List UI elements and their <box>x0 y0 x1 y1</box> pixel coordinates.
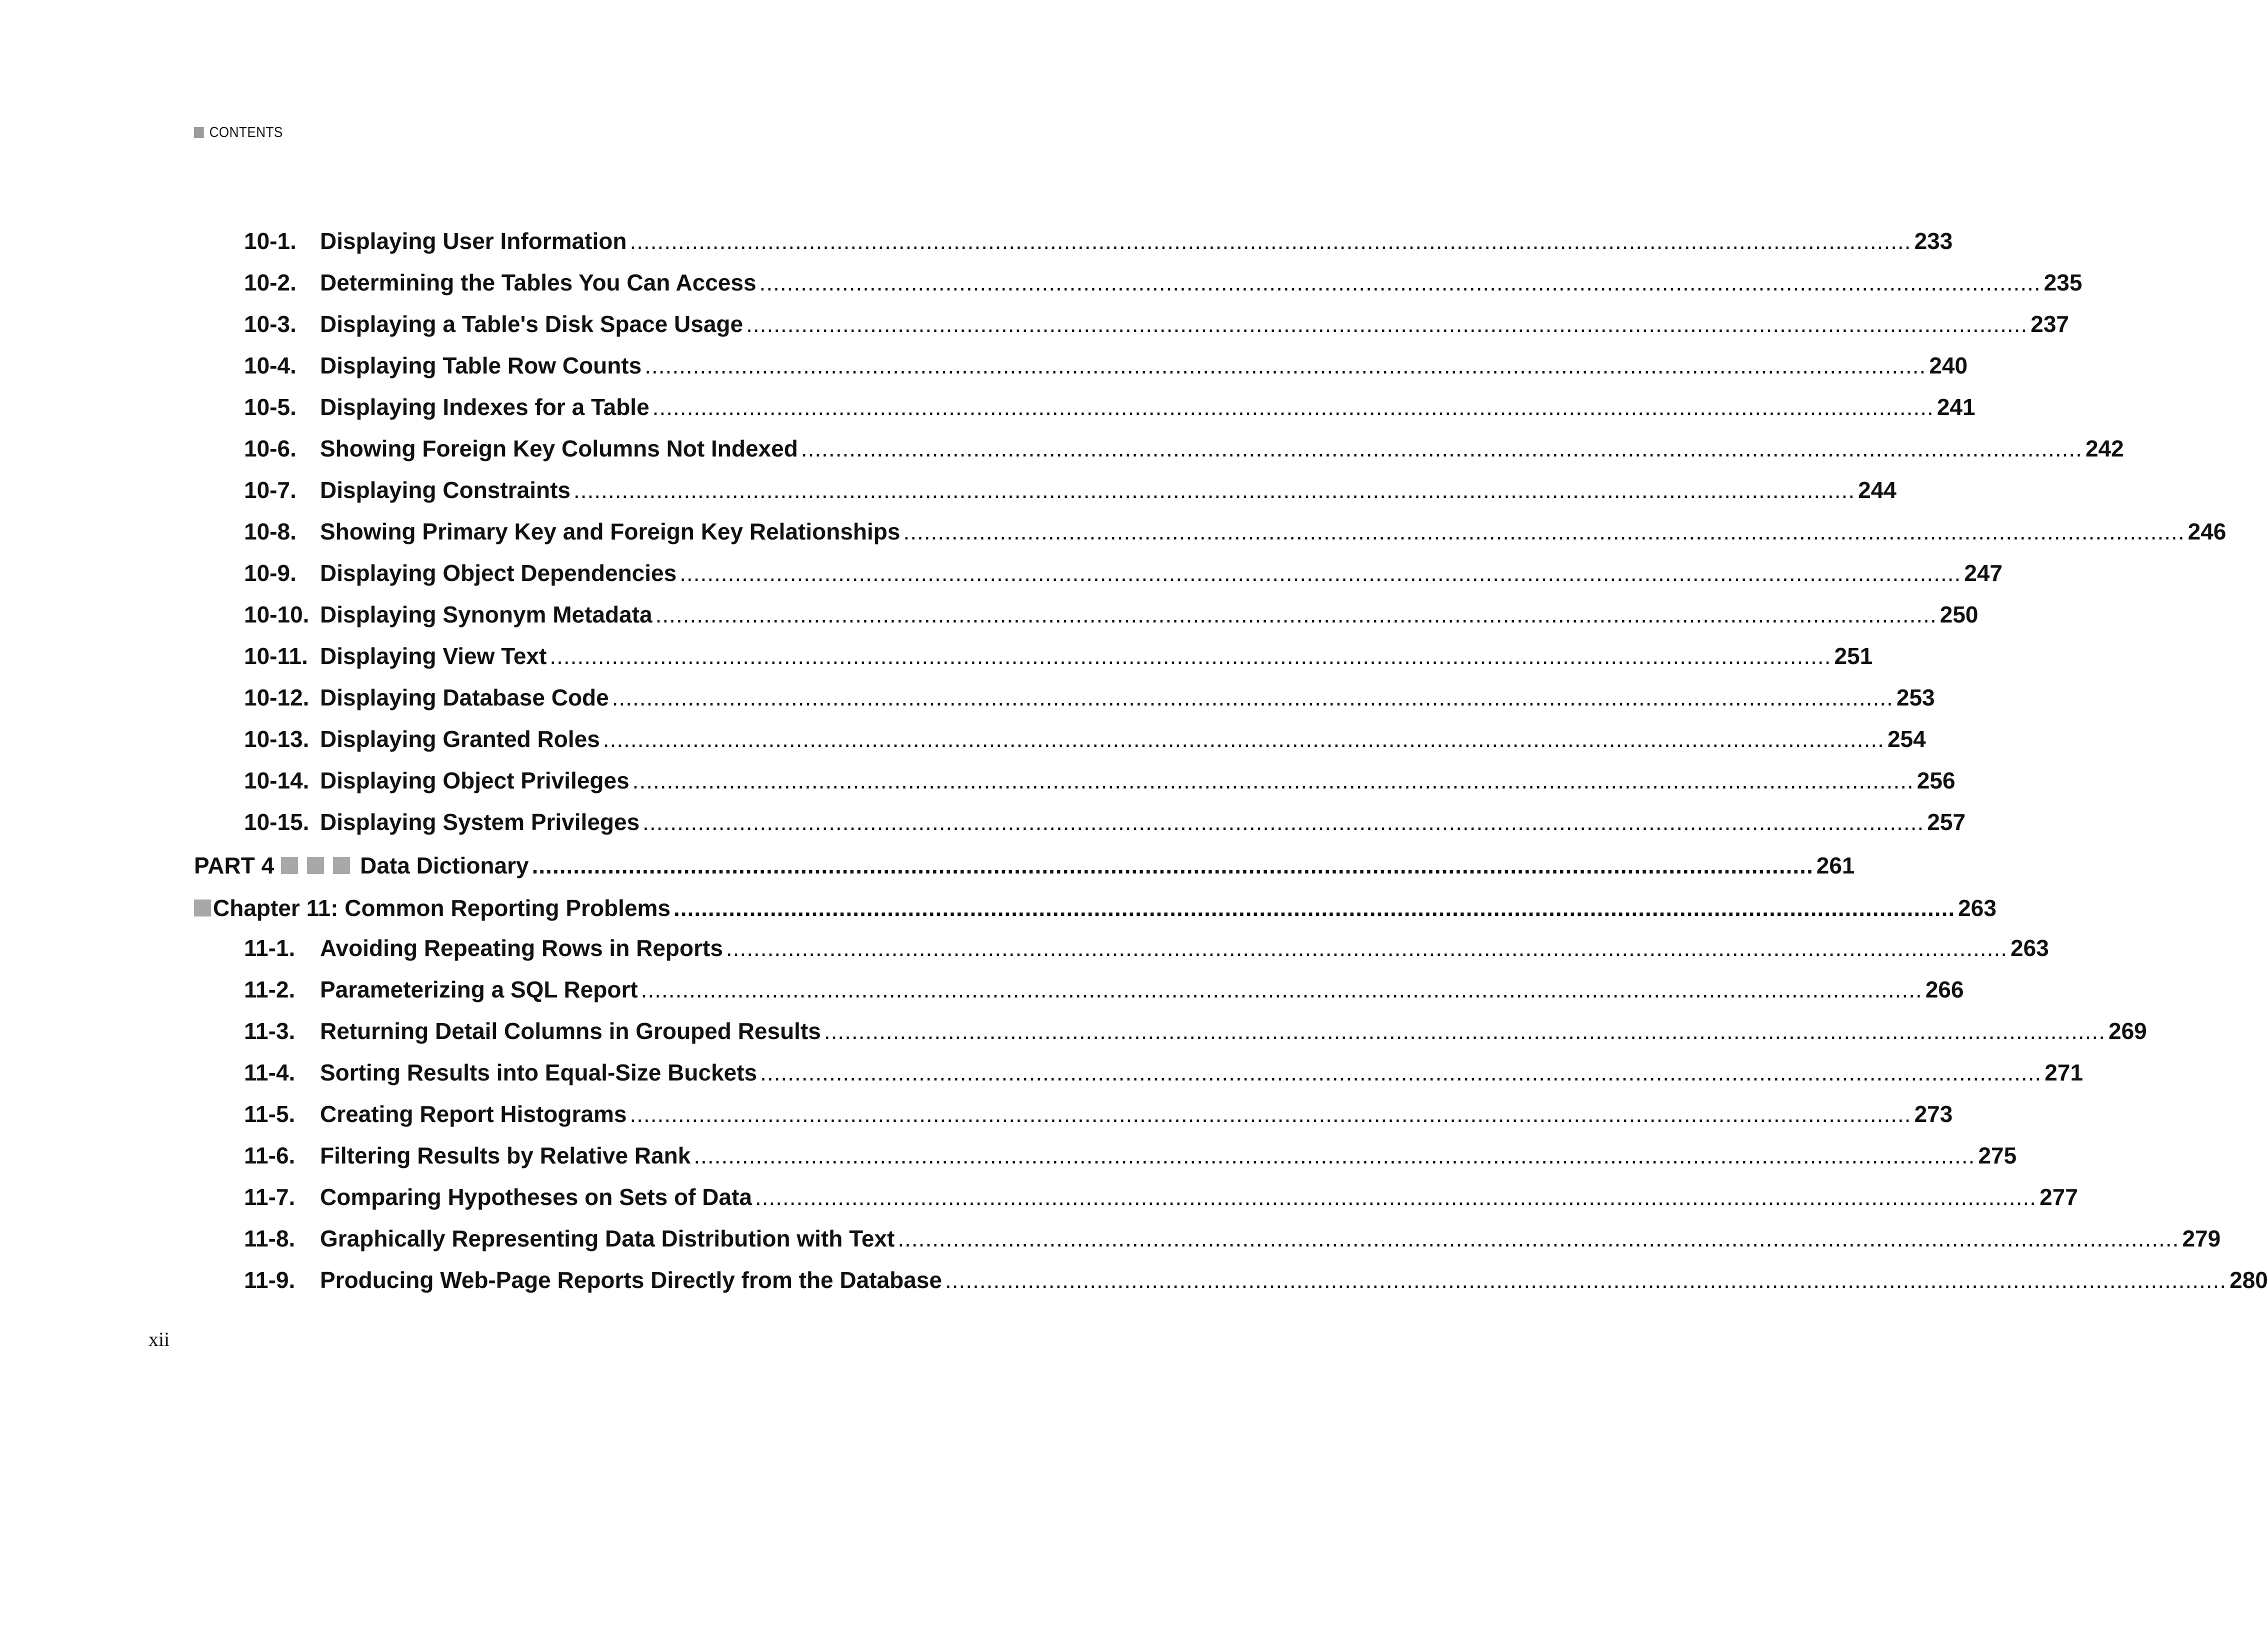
leader-dots: .......................................................................................................................................................................................... <box>754 1184 2037 1210</box>
entry-number: 10-8. <box>244 518 296 544</box>
entry-number: 10-15. <box>244 809 310 835</box>
leader-dots: .......................................................................................................................................................................................... <box>824 1018 2106 1044</box>
entry-number: 11-6. <box>244 1142 296 1168</box>
entry-number: 10-5. <box>244 394 296 420</box>
header-label: CONTENTS <box>209 124 283 140</box>
toc-entry[interactable] <box>244 807 1966 837</box>
part-square-icons <box>281 857 350 874</box>
chapter-page: 263 <box>1958 895 1996 921</box>
entry-number: 10-14. <box>244 768 310 794</box>
part-label: PART 4 <box>194 852 274 878</box>
toc-entry[interactable] <box>244 350 1968 380</box>
toc-entry[interactable] <box>244 558 2003 588</box>
leader-dots: .......................................................................................................................................................................................... <box>532 852 1814 878</box>
entry-page: 244 <box>1858 477 1896 503</box>
toc-chapter[interactable] <box>194 893 1996 923</box>
entry-title: Showing Foreign Key Columns Not Indexed <box>320 436 798 462</box>
leader-dots: .......................................................................................................................................................................................... <box>642 809 1924 835</box>
entry-page: 266 <box>1925 976 1964 1002</box>
entry-page: 280 <box>2230 1267 2268 1293</box>
entry-title: Displaying User Information <box>320 228 627 254</box>
entry-title: Displaying Synonym Metadata <box>320 602 652 628</box>
leader-dots: .......................................................................................................................................................................................... <box>573 477 1856 503</box>
entry-title: Producing Web-Page Reports Directly from the Database <box>320 1267 942 1293</box>
leader-dots: .......................................................................................................................................................................................... <box>655 602 1937 628</box>
entry-number: 10-3. <box>244 311 296 337</box>
leader-dots: .......................................................................................................................................................................................... <box>800 436 2082 462</box>
leader-dots: .......................................................................................................................................................................................... <box>632 768 1914 794</box>
entry-page: 241 <box>1936 394 1976 420</box>
leader-dots: .......................................................................................................................................................................................... <box>644 352 1926 378</box>
entry-page: 269 <box>2108 1018 2147 1044</box>
toc-entry[interactable] <box>244 1182 2078 1212</box>
leader-dots: .......................................................................................................................................................................................... <box>630 1101 1912 1127</box>
entry-page: 277 <box>2040 1184 2078 1210</box>
entry-page: 242 <box>2085 436 2124 462</box>
chapter-title: Chapter 11: Common Reporting Problems <box>213 895 671 921</box>
entry-title: Returning Detail Columns in Grouped Results <box>320 1018 821 1044</box>
toc-entry[interactable] <box>244 1058 2084 1088</box>
leader-dots: .......................................................................................................................................................................................... <box>602 726 1884 752</box>
entry-title: Displaying Table Row Counts <box>320 352 642 378</box>
toc-entry[interactable] <box>244 309 2069 339</box>
toc-entry[interactable] <box>244 1140 2017 1170</box>
entry-number: 11-3. <box>244 1018 296 1044</box>
square-icon <box>281 857 298 874</box>
entry-number: 10-9. <box>244 560 296 586</box>
entry-title: Comparing Hypotheses on Sets of Data <box>320 1184 752 1210</box>
leader-dots: .......................................................................................................................................................................................... <box>550 643 1832 669</box>
entry-page: 246 <box>2188 518 2226 544</box>
entry-title: Graphically Representing Data Distribution with Text <box>320 1226 895 1252</box>
entry-page: 279 <box>2182 1226 2221 1252</box>
entry-number: 11-5. <box>244 1101 296 1127</box>
entry-title: Displaying View Text <box>320 643 547 669</box>
toc-entry[interactable] <box>244 724 1926 754</box>
leader-dots: .......................................................................................................................................................................................... <box>944 1267 2227 1293</box>
part-page: 261 <box>1816 852 1855 878</box>
toc-entry[interactable] <box>244 226 1953 256</box>
toc-entry[interactable] <box>244 1099 1953 1129</box>
entry-number: 11-7. <box>244 1184 296 1210</box>
leader-dots: .......................................................................................................................................................................................... <box>674 895 1956 921</box>
entry-page: 240 <box>1929 352 1968 378</box>
entry-number: 10-1. <box>244 228 296 254</box>
entry-title: Displaying Granted Roles <box>320 726 600 752</box>
entry-page: 247 <box>1964 560 2003 586</box>
header-square-icon <box>194 127 204 138</box>
leader-dots: .......................................................................................................................................................................................... <box>726 935 2008 961</box>
entry-number: 11-2. <box>244 976 296 1002</box>
toc-entry[interactable] <box>244 974 1964 1004</box>
toc-entry[interactable] <box>244 1224 2221 1254</box>
leader-dots: .......................................................................................................................................................................................... <box>612 684 1894 710</box>
leader-dots: .......................................................................................................................................................................................... <box>680 560 1962 586</box>
entry-title: Displaying a Table's Disk Space Usage <box>320 311 744 337</box>
entry-number: 10-7. <box>244 477 296 503</box>
entry-number: 10-12. <box>244 684 310 710</box>
square-icon <box>307 857 324 874</box>
toc-entry[interactable] <box>244 1265 2268 1295</box>
toc-entry[interactable] <box>244 516 2226 546</box>
toc-entry[interactable] <box>244 600 1978 630</box>
leader-dots: .......................................................................................................................................................................................... <box>652 394 1934 420</box>
toc-entry[interactable] <box>244 933 2049 963</box>
leader-dots: .......................................................................................................................................................................................... <box>760 1060 2042 1086</box>
entry-title: Sorting Results into Equal-Size Buckets <box>320 1060 758 1086</box>
toc-entry[interactable] <box>244 392 1976 422</box>
entry-page: 275 <box>1978 1142 2017 1168</box>
entry-page: 253 <box>1896 684 1935 710</box>
entry-number: 10-11. <box>244 643 308 669</box>
entry-number: 11-9. <box>244 1267 296 1293</box>
entry-title: Parameterizing a SQL Report <box>320 976 638 1002</box>
toc-entry[interactable] <box>244 434 2124 464</box>
part-title: Data Dictionary <box>360 852 529 878</box>
entry-page: 237 <box>2030 311 2069 337</box>
toc-entry[interactable] <box>244 475 1896 505</box>
leader-dots: .......................................................................................................................................................................................... <box>903 518 2185 544</box>
leader-dots: .......................................................................................................................................................................................... <box>630 228 1912 254</box>
entry-title: Avoiding Repeating Rows in Reports <box>320 935 723 961</box>
entry-title: Filtering Results by Relative Rank <box>320 1142 691 1168</box>
toc-entry[interactable] <box>244 268 2082 298</box>
page-number: xii <box>148 1328 170 1350</box>
entry-page: 271 <box>2044 1060 2084 1086</box>
entry-number: 10-10. <box>244 602 310 628</box>
entry-number: 11-1. <box>244 935 296 961</box>
leader-dots: .......................................................................................................................................................................................... <box>898 1226 2180 1252</box>
leader-dots: .......................................................................................................................................................................................... <box>694 1142 1976 1168</box>
entry-number: 10-2. <box>244 270 296 296</box>
entry-page: 233 <box>1914 228 1953 254</box>
toc-entry[interactable] <box>244 1016 2147 1046</box>
entry-title: Displaying System Privileges <box>320 809 640 835</box>
entry-number: 10-13. <box>244 726 310 752</box>
square-icon <box>333 857 350 874</box>
entry-page: 251 <box>1834 643 1873 669</box>
entry-page: 254 <box>1887 726 1926 752</box>
entry-page: 273 <box>1914 1101 1953 1127</box>
chapter-square-icon <box>194 900 211 916</box>
entry-page: 250 <box>1940 602 1978 628</box>
running-header <box>194 122 283 142</box>
entry-title: Determining the Tables You Can Access <box>320 270 756 296</box>
toc-entry[interactable] <box>244 641 1873 671</box>
entry-number: 10-4. <box>244 352 296 378</box>
entry-number: 11-8. <box>244 1226 296 1252</box>
entry-page: 235 <box>2044 270 2082 296</box>
toc-part[interactable] <box>194 850 1855 880</box>
entry-page: 256 <box>1916 768 1956 794</box>
entry-page: 263 <box>2010 935 2049 961</box>
entry-page: 257 <box>1927 809 1966 835</box>
leader-dots: .......................................................................................................................................................................................... <box>640 976 1922 1002</box>
entry-title: Displaying Object Dependencies <box>320 560 677 586</box>
entry-title: Displaying Object Privileges <box>320 768 630 794</box>
toc-entry[interactable] <box>244 682 1935 712</box>
entry-title: Displaying Indexes for a Table <box>320 394 650 420</box>
entry-number: 10-6. <box>244 436 296 462</box>
entry-title: Displaying Database Code <box>320 684 609 710</box>
leader-dots: .......................................................................................................................................................................................... <box>759 270 2041 296</box>
entry-title: Creating Report Histograms <box>320 1101 627 1127</box>
entry-title: Displaying Constraints <box>320 477 570 503</box>
leader-dots: .......................................................................................................................................................................................... <box>746 311 2028 337</box>
toc-entry[interactable] <box>244 766 1956 796</box>
entry-number: 11-4. <box>244 1060 296 1086</box>
entry-title: Showing Primary Key and Foreign Key Relationships <box>320 518 900 544</box>
